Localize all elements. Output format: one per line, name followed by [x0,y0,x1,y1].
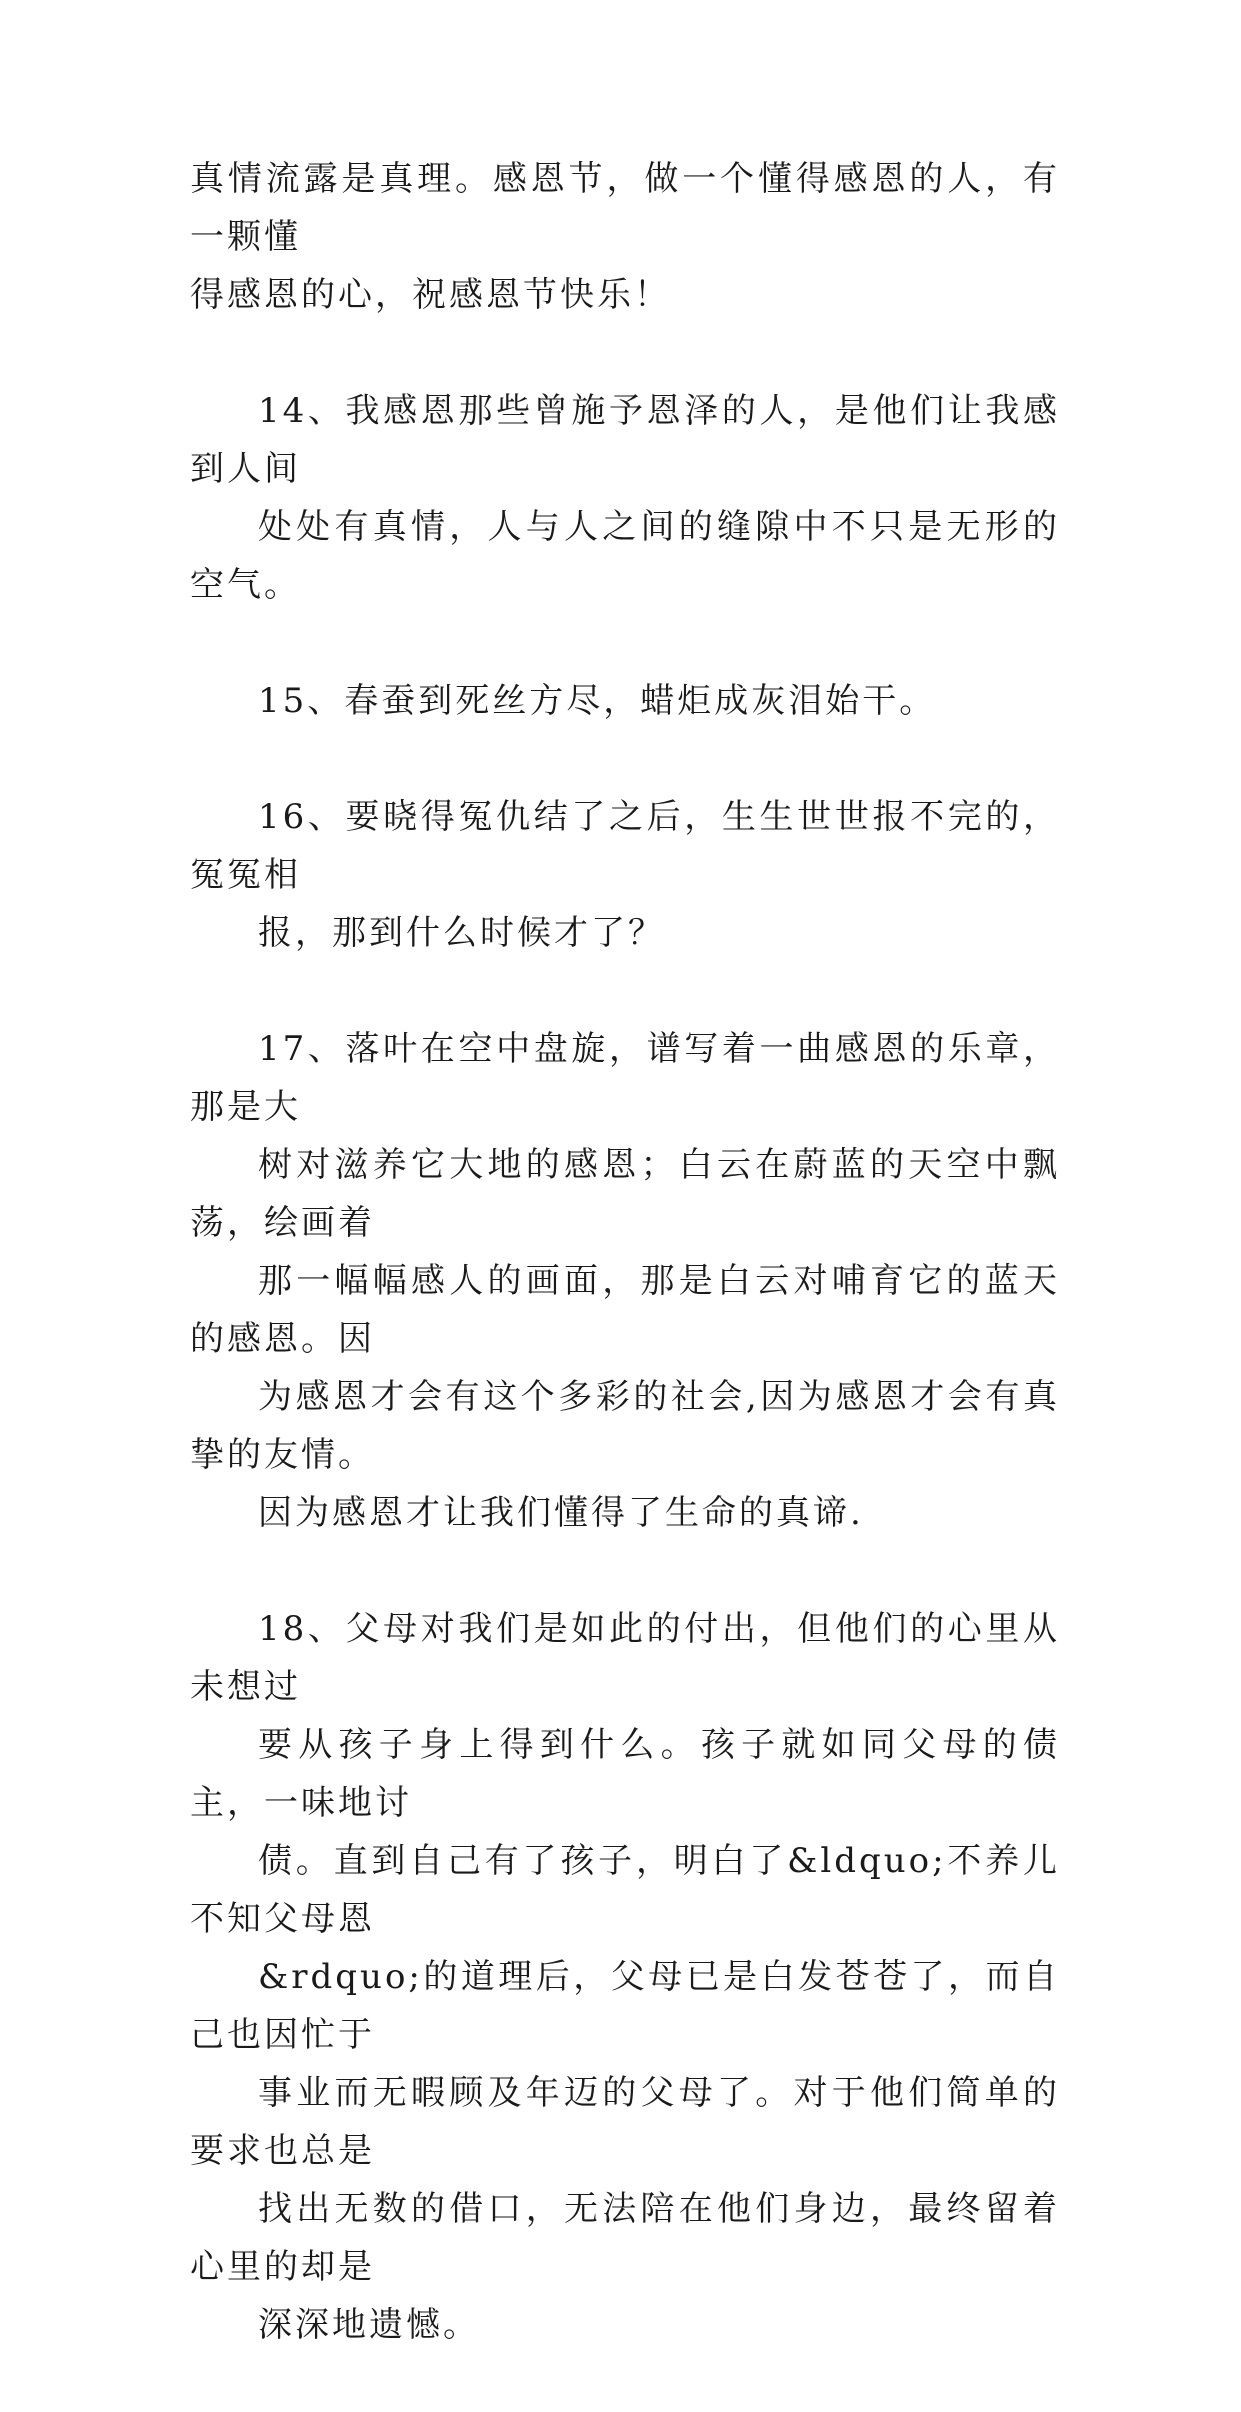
text-line: 那一幅幅感人的画面，那是白云对哺育它的蓝天的感恩。因 [190,1261,1060,1359]
paragraph-14 [190,382,1060,614]
text-line: 树对滋养它大地的感恩；白云在蔚蓝的天空中飘荡，绘画着 [190,1145,1060,1243]
text-line: 为感恩才会有这个多彩的社会,因为感恩才会有真挚的友情。 [190,1377,1060,1475]
text-line: 因为感恩才让我们懂得了生命的真谛. [258,1493,864,1533]
document-body [190,150,1060,2412]
paragraph-15 [190,672,1060,730]
text-line: 16、要晓得冤仇结了之后，生生世世报不完的，冤冤相 [190,797,1060,895]
text-line: 债。直到自己有了孩子，明白了&ldquo;不养儿不知父母恩 [190,1841,1060,1939]
text-line: 要从孩子身上得到什么。孩子就如同父母的债主，一味地讨 [190,1725,1060,1823]
paragraph-17 [190,1020,1060,1542]
text-line: 14、我感恩那些曾施予恩泽的人，是他们让我感到人间 [190,391,1060,489]
text-line: 处处有真情，人与人之间的缝隙中不只是无形的空气。 [190,507,1060,605]
text-line: 15、春蚕到死丝方尽，蜡炬成灰泪始干。 [258,681,937,721]
text-line: 报，那到什么时候才了？ [258,913,665,953]
paragraph-16 [190,788,1060,962]
paragraph-18 [190,1600,1060,2354]
text-line: 18、父母对我们是如此的付出，但他们的心里从未想过 [190,1609,1060,1707]
paragraph-13-continued [190,150,1060,324]
text-line: 17、落叶在空中盘旋，谱写着一曲感恩的乐章，那是大 [190,1029,1060,1127]
text-line: 事业而无暇顾及年迈的父母了。对于他们简单的要求也总是 [190,2073,1060,2171]
text-line: 深深地遗憾。 [258,2305,480,2345]
text-line: 真情流露是真理。感恩节，做一个懂得感恩的人，有一颗懂 [190,159,1060,257]
text-line: 得感恩的心，祝感恩节快乐！ [190,275,671,315]
text-line: &rdquo;的道理后，父母已是白发苍苍了，而自己也因忙于 [190,1957,1060,2055]
text-line: 找出无数的借口，无法陪在他们身边，最终留着心里的却是 [190,2189,1060,2287]
